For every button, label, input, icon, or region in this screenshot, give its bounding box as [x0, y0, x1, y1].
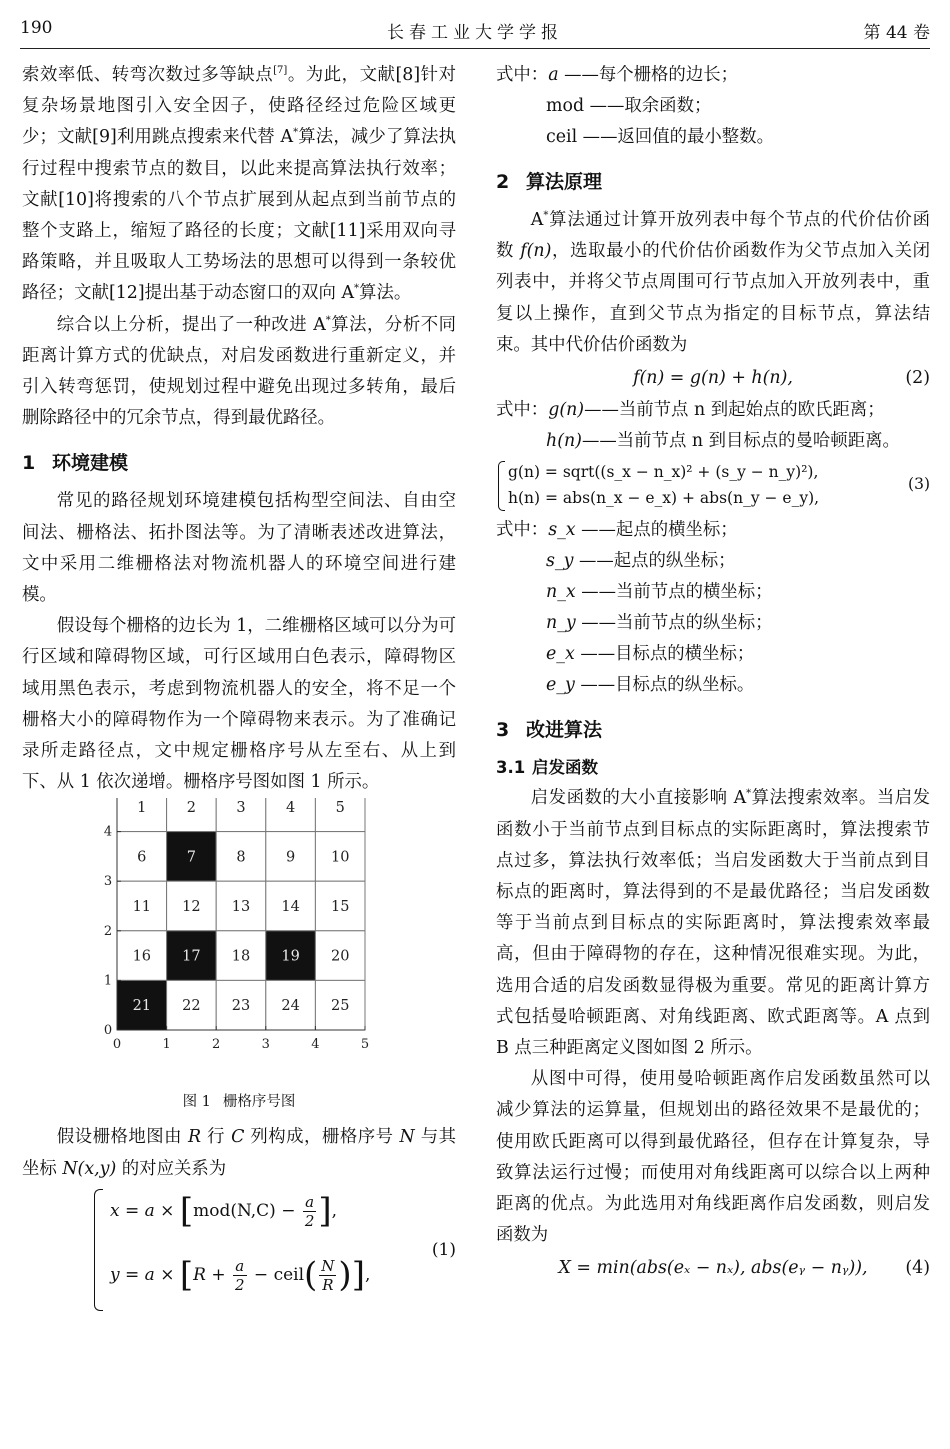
grid-cell-label: 6 — [137, 849, 147, 866]
where-item-mod: mod ——取余函数； — [546, 96, 712, 116]
y-tick-label: 3 — [103, 874, 113, 890]
grid-cell-label: 17 — [182, 949, 201, 966]
equation-1 — [94, 1185, 456, 1317]
left-column — [22, 60, 456, 1317]
subsection-3-1-heading: 3.1 启发函数 — [496, 758, 598, 778]
header-rule — [20, 48, 930, 49]
paragraph-env-modeling: 常见的路径规划环境建模包括构型空间法、自由空间法、栅格法、拓扑图法等。为了清晰表述改进算法，文中采用二维栅格法对物流机器人的环境空间进行建模。 — [22, 491, 456, 606]
x-tick-label: 1 — [162, 1037, 171, 1053]
grid-cell-label: 4 — [285, 800, 296, 817]
paragraph-grid-mapping: 假设栅格地图由 R 行 C 列构成，栅格序号 N 与其坐标 N(x,y) 的对应关系为 — [22, 1127, 457, 1179]
grid-cell-label: 8 — [236, 849, 246, 866]
grid-cell-label: 22 — [182, 998, 201, 1015]
y-tick-label: 4 — [103, 825, 113, 841]
journal-title: 长春工业大学学报 — [387, 23, 563, 43]
where-g: 式中：g(n)——当前节点 n 到起始点的欧氏距离； — [496, 400, 885, 421]
grid-cell-label: 2 — [186, 800, 197, 817]
var-item: e_x ——目标点的横坐标； — [546, 644, 755, 665]
grid-cell-label: 15 — [330, 899, 350, 916]
y-tick-label: 0 — [103, 1023, 113, 1039]
section-3-heading: 3 改进算法 — [496, 719, 603, 742]
section-1-heading: 1 环境建模 — [22, 452, 129, 475]
grid-cell-label: 24 — [281, 998, 300, 1015]
grid-cell-label: 16 — [132, 949, 152, 966]
figure-1-grid — [22, 798, 456, 1088]
grid-cell-label: 13 — [231, 899, 251, 916]
page-number: 190 — [20, 18, 53, 38]
where-list-1 — [496, 60, 930, 153]
where-item-a: 式中：a ——每个栅格的边长； — [496, 65, 738, 85]
equation-1-number: (1) — [431, 1239, 456, 1260]
paragraph-heuristic: 启发函数的大小直接影响 A*算法搜索效率。当启发函数小于当前节点到目标点的实际距离时，算法搜索节点过多，算法执行效率低；当启发函数大于当前点到目标点的距离时，算法得到的不是最优路径；当启发函数等于当前点到目标点的实际距离时，算法搜索效率最高，但由于障碍物的存在，这种情况很难实现。为此，选用合适的启发函数显得极为重要。常见的距离计算方式包括曼哈顿距离、对角线距离、欧式距离等。A 点到 B 点三种距离定义图如图 2 所示。 — [496, 788, 930, 1059]
page-header — [20, 10, 930, 42]
where-h: h(n)——当前节点 n 到目标点的曼哈顿距离。 — [546, 431, 900, 452]
figure-1-caption: 图 1 栅格序号图 — [182, 1094, 296, 1111]
section-2-heading: 2 算法原理 — [496, 171, 603, 193]
equation-3-h: h(n) = abs(n_x − e_x) + abs(n_y − e_y), — [508, 489, 820, 508]
grid-cell-label: 25 — [330, 998, 350, 1015]
grid-cell-label: 14 — [281, 899, 300, 916]
x-tick-label: 0 — [112, 1037, 122, 1053]
grid-cell-label: 11 — [132, 899, 152, 916]
right-column — [496, 60, 930, 1285]
equation-1-y: y = a × [R + $\frac{a}{2}$ − ceil( $\frac{N}{R}$ )], — [110, 1254, 371, 1295]
paragraph-summary: 综合以上分析，提出了一种改进 A*算法，分析不同距离计算方式的优缺点，对启发函数进行重新定义，并引入转弯惩罚，使规划过程中避免出现过多转角，最后删除路径中的冗余节点，得到最优路径。 — [22, 314, 456, 429]
var-item: e_y ——目标点的纵坐标。 — [546, 675, 755, 696]
y-tick-label: 2 — [103, 924, 113, 940]
where-item-ceil: ceil ——返回值的最小整数。 — [546, 127, 774, 147]
paragraph-distance-choice: 从图中可得，使用曼哈顿距离作启发函数虽然可以减少算法的运算量，但规划出的路径效果不是最优的；使用欧氏距离可以得到最优路径，但存在计算复杂，导致算法运行过慢；而使用对角线距离可以综合以上两种距离的优点。为此选用对角线距离作启发函数，则启发函数为 — [496, 1069, 930, 1246]
x-tick-label: 4 — [311, 1037, 320, 1053]
where-list-3 — [496, 515, 930, 701]
equation-2: f(n) = g(n) + h(n), (2) — [496, 361, 930, 395]
grid-cell-label: 23 — [231, 998, 251, 1015]
x-tick-label: 2 — [212, 1037, 221, 1053]
paragraph-intro-continued: 索效率低、转弯次数过多等缺点[7]。为此，文献[8]针对复杂场景地图引入安全因子，使路径经过危险区域更少；文献[9]利用跳点搜索来代替 A*算法，减少了算法执行过程中搜索节点的数目，以此来提高算法执行效率；文献[10]将搜索的八个节点扩展到从起点到当前节点的整个支路上，缩短了路径的长度；文献[11]采用双向寻路策略，并且吸取人工势场法的思想可以得到一条较优路径；文献[12]提出基于动态窗口的双向 A*算法。 — [22, 65, 456, 304]
equation-1-x: x = a × [mod(N,C) − $\frac{a}{2}$ ], — [110, 1190, 338, 1231]
grid-cell-label: 10 — [330, 849, 350, 866]
equation-3-brace — [498, 461, 505, 511]
grid-cell-label: 7 — [186, 849, 197, 866]
grid-cell-label: 21 — [132, 998, 152, 1015]
equation-3-number: (3) — [908, 475, 930, 494]
equation-4-number: (4) — [905, 1258, 930, 1279]
var-item: 式中：s_x ——起点的横坐标； — [496, 520, 738, 541]
x-tick-label: 3 — [261, 1037, 270, 1053]
x-tick-label: 5 — [360, 1037, 370, 1053]
grid-cell-label: 19 — [281, 949, 300, 966]
equation-2-number: (2) — [905, 368, 930, 389]
grid-cell-label: 12 — [182, 899, 201, 916]
grid-chart — [22, 798, 456, 1088]
equation-4: X = min(abs(eₓ − nₓ), abs(eᵧ − nᵧ)), (4) — [496, 1251, 930, 1285]
equation-3-g: g(n) = sqrt((s_x − n_x)² + (s_y − n_y)²), — [508, 463, 819, 482]
grid-cell-label: 1 — [137, 800, 147, 817]
y-tick-label: 1 — [103, 973, 113, 989]
volume-label: 第 44 卷 — [863, 23, 930, 43]
grid-cell-label: 5 — [335, 800, 345, 817]
var-item: n_y ——当前节点的纵坐标； — [546, 613, 773, 634]
var-item: s_y ——起点的纵坐标； — [546, 551, 736, 572]
paragraph-astar-principle: A*算法通过计算开放列表中每个节点的代价估价函数 f(n)，选取最小的代价估价函数作为父节点加入关闭列表中，并将父节点周围可行节点加入开放列表中，重复以上操作，直到父节点为指定的目标节点，算法结束。其中代价估价函数为 — [496, 210, 930, 355]
grid-cell-label: 9 — [285, 849, 296, 866]
equation-brace — [94, 1189, 103, 1311]
paragraph-grid-assumption: 假设每个栅格的边长为 1，二维栅格区域可以分为可行区域和障碍物区域，可行区域用白色表示，障碍物区域用黑色表示，考虑到物流机器人的安全，将不足一个栅格大小的障碍物作为一个障碍物来表示。为了准确记录所走路径点，文中规定栅格序号从左至右、从上到下、从 1 依次递增。栅格序号图如图 1 所示。 — [22, 616, 456, 793]
grid-cell-label: 3 — [236, 800, 246, 817]
grid-cell-label: 18 — [231, 949, 251, 966]
var-item: n_x ——当前节点的横坐标； — [546, 582, 773, 603]
equation-3 — [496, 457, 930, 515]
grid-cell-label: 20 — [330, 949, 350, 966]
